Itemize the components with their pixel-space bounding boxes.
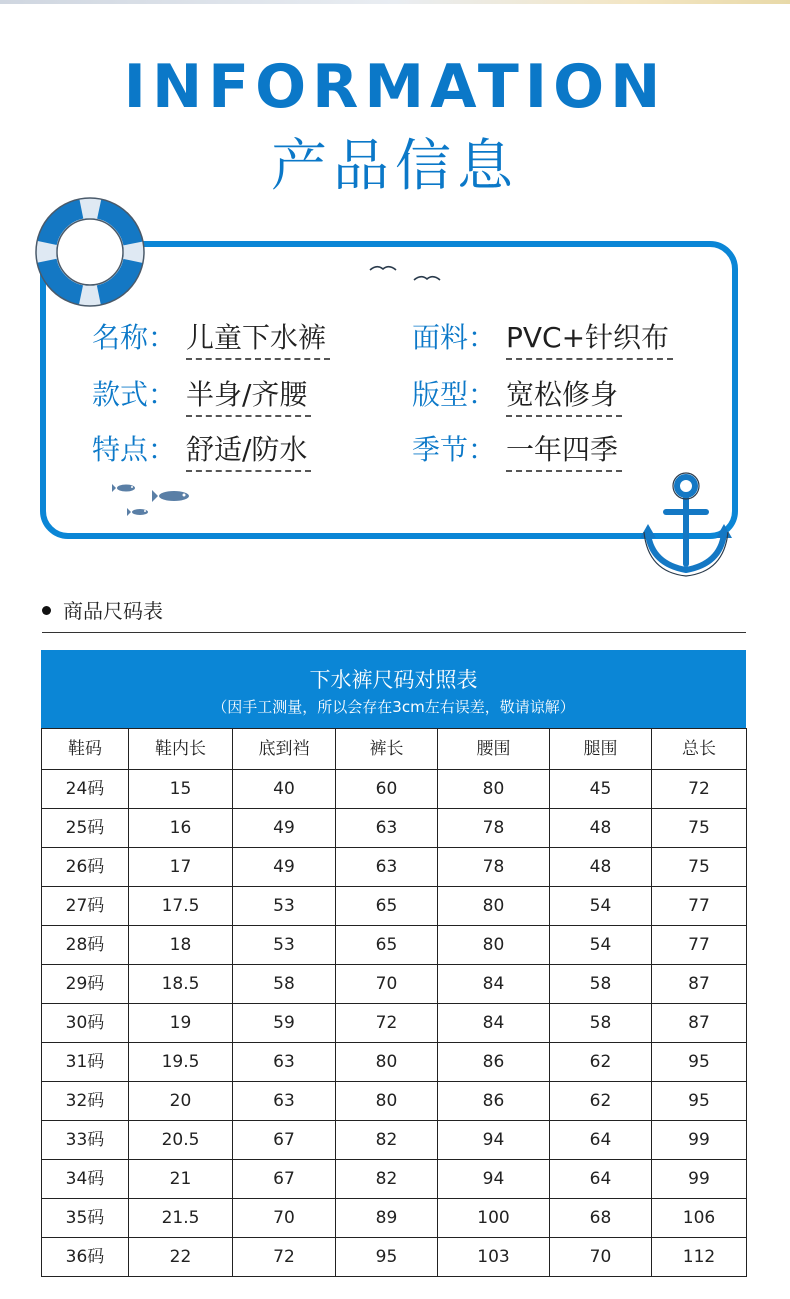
table-cell: 86 xyxy=(438,1082,550,1121)
table-cell: 33码 xyxy=(42,1121,129,1160)
column-header: 裤长 xyxy=(336,729,438,770)
table-cell: 70 xyxy=(336,965,438,1004)
table-cell: 58 xyxy=(550,965,652,1004)
table-cell: 95 xyxy=(336,1238,438,1277)
table-cell: 94 xyxy=(438,1160,550,1199)
column-header: 腰围 xyxy=(438,729,550,770)
table-cell: 70 xyxy=(233,1199,336,1238)
table-cell: 72 xyxy=(652,770,747,809)
lifebuoy-icon xyxy=(34,196,146,308)
table-cell: 87 xyxy=(652,1004,747,1043)
top-decor-strip xyxy=(0,0,790,4)
table-cell: 21.5 xyxy=(129,1199,233,1238)
table-row xyxy=(42,1238,747,1277)
size-chart-section-title xyxy=(42,597,163,625)
table-cell: 67 xyxy=(233,1121,336,1160)
table-cell: 35码 xyxy=(42,1199,129,1238)
table-cell: 19.5 xyxy=(129,1043,233,1082)
table-cell: 30码 xyxy=(42,1004,129,1043)
table-cell: 18.5 xyxy=(129,965,233,1004)
table-row xyxy=(42,1121,747,1160)
table-row xyxy=(42,965,747,1004)
table-cell: 54 xyxy=(550,887,652,926)
info-label: 版型： xyxy=(412,378,497,411)
table-cell: 27码 xyxy=(42,887,129,926)
table-cell: 75 xyxy=(652,848,747,887)
table-cell: 82 xyxy=(336,1160,438,1199)
table-cell: 64 xyxy=(550,1160,652,1199)
info-value: 半身/齐腰 xyxy=(186,375,311,417)
table-cell: 24码 xyxy=(42,770,129,809)
table-row xyxy=(42,1082,747,1121)
info-value: 宽松修身 xyxy=(506,375,622,417)
info-label: 面料： xyxy=(412,321,497,354)
table-row xyxy=(42,809,747,848)
table-cell: 53 xyxy=(233,887,336,926)
table-cell: 95 xyxy=(652,1082,747,1121)
bullet-icon xyxy=(42,606,51,615)
column-header: 鞋码 xyxy=(42,729,129,770)
table-cell: 17 xyxy=(129,848,233,887)
table-cell: 54 xyxy=(550,926,652,965)
table-cell: 64 xyxy=(550,1121,652,1160)
info-label: 款式： xyxy=(92,378,177,411)
table-cell: 100 xyxy=(438,1199,550,1238)
info-value: 一年四季 xyxy=(506,430,622,472)
column-header: 底到裆 xyxy=(233,729,336,770)
table-row xyxy=(42,848,747,887)
info-label: 季节： xyxy=(412,433,497,466)
section-title-text: 商品尺码表 xyxy=(63,599,163,623)
hero-title-en: INFORMATION xyxy=(123,52,667,122)
table-cell: 77 xyxy=(652,926,747,965)
info-label: 特点： xyxy=(92,433,177,466)
table-cell: 99 xyxy=(652,1121,747,1160)
table-cell: 40 xyxy=(233,770,336,809)
table-cell: 17.5 xyxy=(129,887,233,926)
table-cell: 49 xyxy=(233,848,336,887)
table-cell: 25码 xyxy=(42,809,129,848)
table-cell: 36码 xyxy=(42,1238,129,1277)
table-cell: 78 xyxy=(438,809,550,848)
table-cell: 62 xyxy=(550,1082,652,1121)
table-row xyxy=(42,1043,747,1082)
table-cell: 16 xyxy=(129,809,233,848)
table-cell: 29码 xyxy=(42,965,129,1004)
table-cell: 70 xyxy=(550,1238,652,1277)
table-cell: 20 xyxy=(129,1082,233,1121)
table-cell: 58 xyxy=(550,1004,652,1043)
column-header: 腿围 xyxy=(550,729,652,770)
table-cell: 65 xyxy=(336,926,438,965)
table-row xyxy=(42,887,747,926)
table-cell: 89 xyxy=(336,1199,438,1238)
table-cell: 80 xyxy=(438,887,550,926)
table-cell: 19 xyxy=(129,1004,233,1043)
table-cell: 21 xyxy=(129,1160,233,1199)
table-cell: 103 xyxy=(438,1238,550,1277)
size-table-banner xyxy=(41,650,746,728)
table-header-row xyxy=(42,729,747,770)
table-cell: 49 xyxy=(233,809,336,848)
table-row xyxy=(42,1160,747,1199)
column-header: 鞋内长 xyxy=(129,729,233,770)
info-value: 舒适/防水 xyxy=(186,430,311,472)
table-cell: 15 xyxy=(129,770,233,809)
table-cell: 60 xyxy=(336,770,438,809)
table-row xyxy=(42,926,747,965)
table-cell: 26码 xyxy=(42,848,129,887)
table-cell: 112 xyxy=(652,1238,747,1277)
size-table-subtitle: （因手工测量，所以会存在3cm左右误差，敬请谅解） xyxy=(212,698,575,716)
table-cell: 63 xyxy=(233,1043,336,1082)
table-cell: 77 xyxy=(652,887,747,926)
table-cell: 58 xyxy=(233,965,336,1004)
table-cell: 78 xyxy=(438,848,550,887)
seagull-icon xyxy=(368,262,448,288)
table-cell: 80 xyxy=(336,1082,438,1121)
table-row xyxy=(42,770,747,809)
size-table-title: 下水裤尺码对照表 xyxy=(309,668,478,692)
table-cell: 95 xyxy=(652,1043,747,1082)
table-cell: 31码 xyxy=(42,1043,129,1082)
table-cell: 80 xyxy=(336,1043,438,1082)
table-cell: 59 xyxy=(233,1004,336,1043)
table-cell: 48 xyxy=(550,848,652,887)
table-cell: 48 xyxy=(550,809,652,848)
table-cell: 80 xyxy=(438,770,550,809)
anchor-icon xyxy=(638,472,734,580)
table-cell: 72 xyxy=(336,1004,438,1043)
table-cell: 72 xyxy=(233,1238,336,1277)
column-header: 总长 xyxy=(652,729,747,770)
table-cell: 86 xyxy=(438,1043,550,1082)
table-cell: 63 xyxy=(336,809,438,848)
section-divider xyxy=(42,632,746,633)
table-cell: 62 xyxy=(550,1043,652,1082)
hero-title-cn: 产品信息 xyxy=(271,134,519,199)
table-cell: 18 xyxy=(129,926,233,965)
info-value: PVC+针织布 xyxy=(506,318,673,360)
table-cell: 68 xyxy=(550,1199,652,1238)
table-cell: 99 xyxy=(652,1160,747,1199)
table-cell: 53 xyxy=(233,926,336,965)
table-row xyxy=(42,1004,747,1043)
table-cell: 106 xyxy=(652,1199,747,1238)
info-value: 儿童下水裤 xyxy=(186,318,330,360)
table-cell: 84 xyxy=(438,965,550,1004)
table-cell: 82 xyxy=(336,1121,438,1160)
table-cell: 80 xyxy=(438,926,550,965)
table-cell: 20.5 xyxy=(129,1121,233,1160)
table-cell: 63 xyxy=(233,1082,336,1121)
fish-icon xyxy=(112,478,202,522)
table-cell: 84 xyxy=(438,1004,550,1043)
table-cell: 75 xyxy=(652,809,747,848)
table-cell: 45 xyxy=(550,770,652,809)
table-cell: 28码 xyxy=(42,926,129,965)
info-label: 名称： xyxy=(92,321,177,354)
table-cell: 63 xyxy=(336,848,438,887)
table-cell: 34码 xyxy=(42,1160,129,1199)
table-row xyxy=(42,1199,747,1238)
table-cell: 67 xyxy=(233,1160,336,1199)
table-cell: 22 xyxy=(129,1238,233,1277)
size-table xyxy=(41,728,747,1277)
table-cell: 65 xyxy=(336,887,438,926)
table-cell: 32码 xyxy=(42,1082,129,1121)
table-cell: 87 xyxy=(652,965,747,1004)
table-cell: 94 xyxy=(438,1121,550,1160)
